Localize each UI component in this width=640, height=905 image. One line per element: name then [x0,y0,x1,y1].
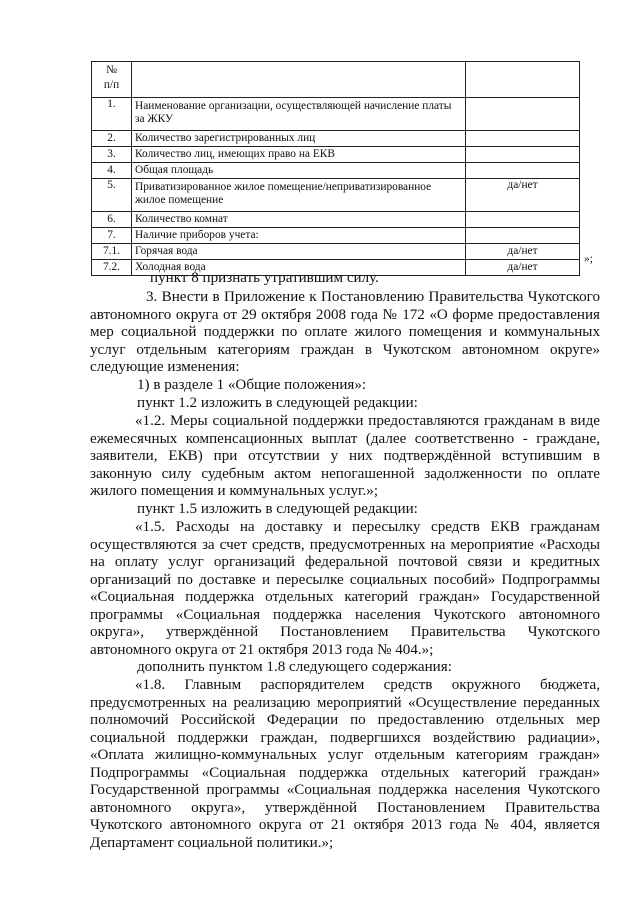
row-name: Горячая вода [132,244,466,260]
paragraph-line: «Оплата жилищно-коммунальных услуг отдельным категориям граждан» [90,747,600,764]
row-value: да/нет [466,244,580,260]
paragraph-line: социальной поддержки граждан, подвергшихся воздействию радиации», [90,729,600,746]
header-name-cell [132,62,466,98]
data-form-table [91,61,580,276]
paragraph-line: автономного округа», утверждённой Постановлением Правительства [90,799,600,816]
row-number: 3. [92,147,132,163]
paragraph-item-1-5-intro: пункт 1.5 изложить в следующей редакции: [137,501,418,517]
paragraph-line: 3. Внести в Приложение к Постановлению Правительства Чукотского [146,289,600,305]
row-number: 4. [92,163,132,179]
header-num-line-2: п/п [103,79,120,91]
row-number: 7.2. [92,260,132,276]
paragraph-line: «Социальная поддержка отдельных категорий граждан» Государственной [90,589,600,606]
row-value [466,147,580,163]
row-name: Наименование организации, осуществляющей начисление платы за ЖКУ [132,98,466,131]
paragraph-line: Департамент социальной политики.»; [90,834,334,851]
row-name: Приватизированное жилое помещение/неприватизированное жилое помещение [132,179,466,212]
paragraph-item-1-5 [90,519,600,659]
paragraph-line: «1.8. Главным распорядителем средств окружного бюджета, [135,677,600,693]
paragraph-item-1-2 [90,413,600,501]
paragraph-line: ежемесячных компенсационных выплат (далее соответственно - граждане, [90,430,600,447]
paragraph-line: «1.5. Расходы на доставку и пересылку средств ЕКВ гражданам [135,519,600,535]
paragraph-line: организаций по доставке и пересылке социальных пособий» Подпрограммы [90,571,600,588]
row-number: 2. [92,131,132,147]
table-closing-quote: »; [584,253,593,265]
row-value [466,98,580,131]
paragraph-line: осуществляются за счет средств, предусмотренных на мероприятие «Расходы [90,536,600,553]
row-value [466,131,580,147]
paragraph-item-8-repeal: пункт 8 признать утратившим силу. [150,270,379,286]
row-value [466,212,580,228]
row-name: Количество зарегистрированных лиц [132,131,466,147]
paragraph-line: Государственной программы «Социальная поддержка населения Чукотского [90,782,600,799]
paragraph-line: Чукотского автономного округа от 21 октября 2013 года № 404, является [90,817,600,834]
row-number: 6. [92,212,132,228]
paragraph-line: заявители, ЕКВ) при отсутствии у них подтверждённой вступившим в [90,448,600,465]
paragraph-line: законную силу судебным актом непогашенной задолженности по оплате [90,465,600,482]
row-name: Количество лиц, имеющих право на ЕКВ [132,147,466,163]
row-value: да/нет [466,260,580,276]
header-value-cell [466,62,580,98]
row-name: Количество комнат [132,212,466,228]
paragraph-line: округа», утверждённой Постановлением Правительства Чукотского [90,624,600,641]
header-num-cell [92,62,132,98]
paragraph-line: жилого помещения и коммунальных услуг.»; [90,483,379,500]
row-name: Наличие приборов учета: [132,228,466,244]
paragraph-line: Подпрограммы «Социальная поддержка отдельных категорий граждан» [90,764,600,781]
paragraph-line: услуг отдельным категориям граждан в Чукотском автономном округе» [90,341,600,358]
table-row [92,244,580,260]
paragraph-section-3 [90,289,600,377]
paragraph-line: на оплату услуг организаций федеральной почтовой связи и кредитных [90,554,600,571]
table-row [92,98,580,131]
table-row [92,131,580,147]
paragraph-line: следующие изменения: [90,359,240,376]
paragraph-line: программы «Социальная поддержка населения Чукотского автономного [90,606,600,623]
table-row [92,163,580,179]
row-number: 1. [92,98,132,131]
header-num-line-1: № [106,64,117,76]
paragraph-line: предусмотренных на реализацию мероприятий «Осуществление переданных [90,694,600,711]
paragraph-item-1-8-intro: дополнить пунктом 1.8 следующего содержания: [137,659,452,675]
row-number: 7. [92,228,132,244]
row-name: Общая площадь [132,163,466,179]
row-value [466,163,580,179]
paragraph-line: автономного округа от 29 октября 2008 года № 172 «О форме предоставления [90,306,600,323]
table-row [92,179,580,212]
paragraph-line: полномочий Российской Федерации по предоставлению отдельных мер [90,712,600,729]
paragraph-subsection-1: 1) в разделе 1 «Общие положения»: [137,377,367,393]
paragraph-item-1-8 [90,677,600,852]
row-number: 5. [92,179,132,212]
table-header-row [92,62,580,98]
row-value [466,228,580,244]
table-row [92,147,580,163]
paragraph-line: «1.2. Меры социальной поддержки предоставляются гражданам в виде [135,413,600,429]
row-value: да/нет [466,179,580,212]
paragraph-item-1-2-intro: пункт 1.2 изложить в следующей редакции: [137,395,418,411]
paragraph-line: мер социальной поддержки по оплате жилого помещения и коммунальных [90,324,600,341]
paragraph-line: автономного округа от 21 октября 2013 года № 404.»; [90,641,434,658]
table-row [92,228,580,244]
row-number: 7.1. [92,244,132,260]
row-name: Холодная вода [132,260,466,276]
table-row [92,212,580,228]
